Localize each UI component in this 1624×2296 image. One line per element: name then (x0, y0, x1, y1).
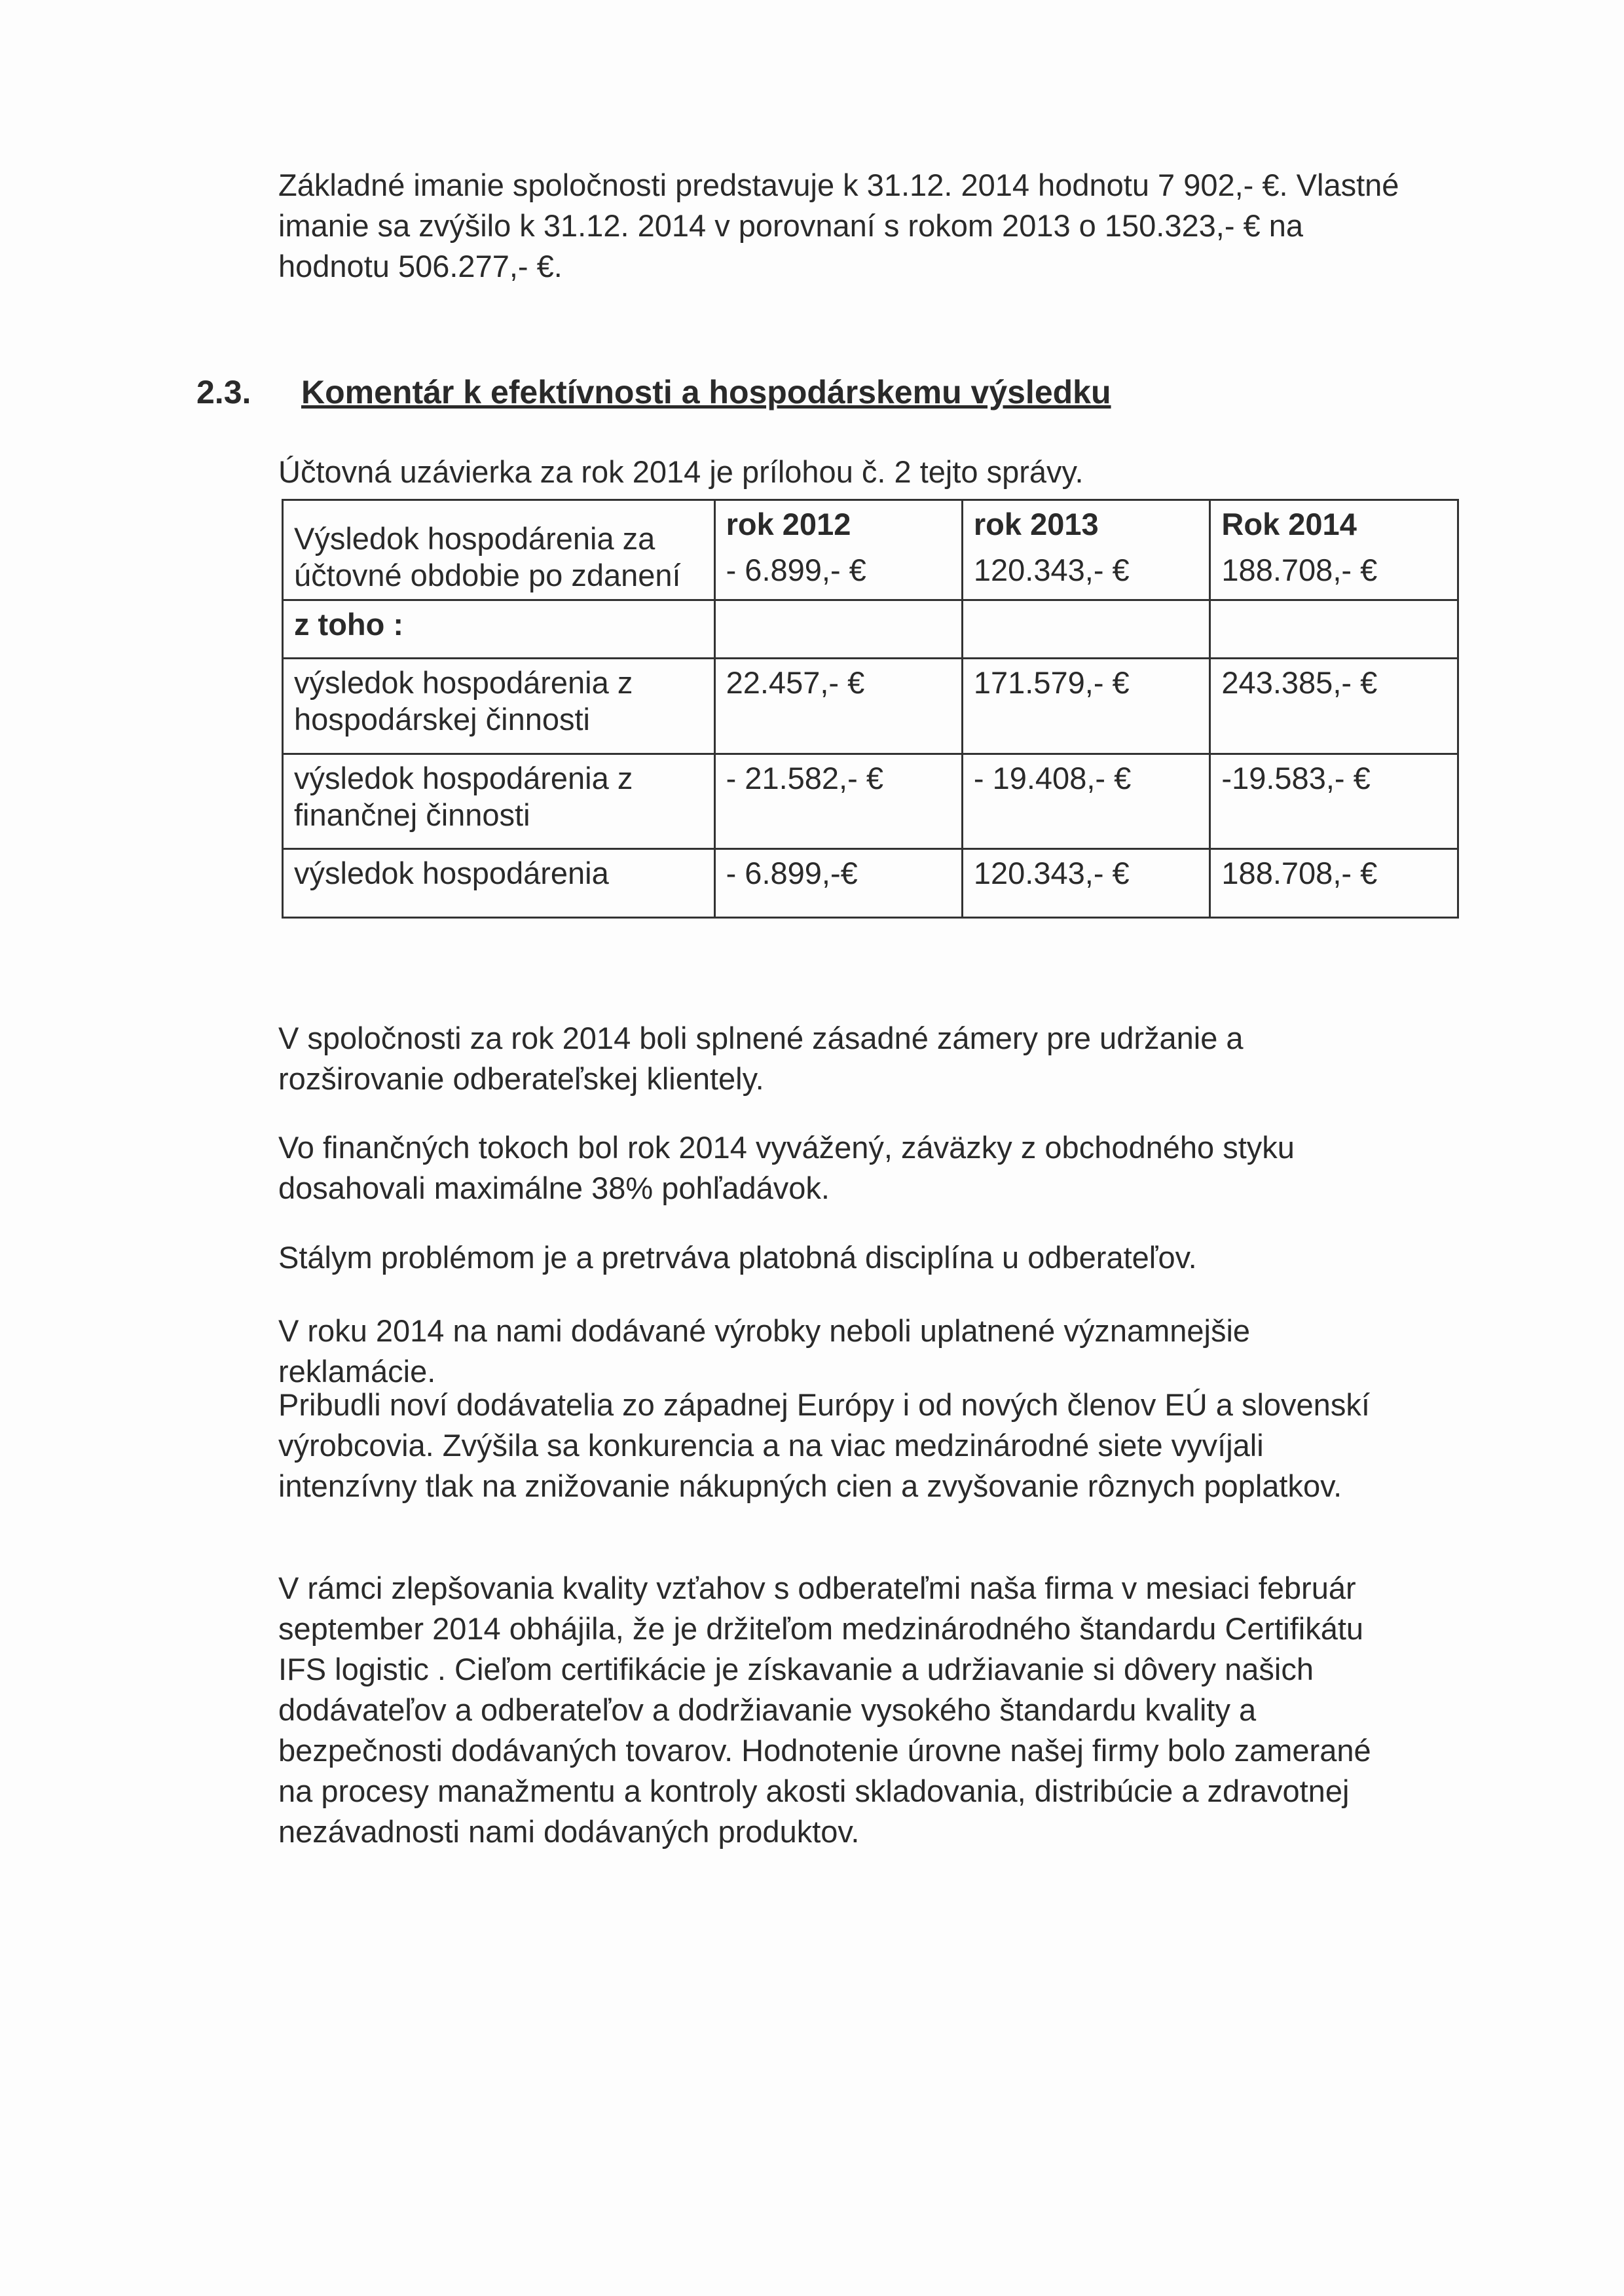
table-row (283, 500, 1458, 600)
body-paragraph (278, 1568, 1371, 1852)
table-row (283, 600, 1458, 659)
cell-value: - 6.899,-€ (714, 849, 962, 918)
text-line: Pribudli noví dodávatelia zo západnej Európy i od nových členov EÚ a slovenskí (278, 1387, 1370, 1422)
row-label: z toho : (283, 600, 715, 659)
text-line: na procesy manažmentu a kontroly akosti skladovania, distribúcie a zdravotnej (278, 1774, 1350, 1808)
cell-value: 188.708,- € (1210, 849, 1458, 918)
cell-value: 120.343,- € (973, 553, 1130, 587)
text-line: intenzívny tlak na znižovanie nákupných cien a zvyšovanie rôznych poplatkov. (278, 1468, 1342, 1503)
text-line: nezávadnosti nami dodávaných produktov. (278, 1814, 860, 1849)
cell (714, 500, 962, 600)
table-row (283, 849, 1458, 918)
row-label: výsledok hospodárenia z hospodárskej činnosti (283, 659, 715, 754)
cell-value: - 6.899,- € (726, 553, 866, 587)
cell-value: - 19.408,- € (962, 754, 1210, 849)
body-paragraph (278, 1311, 1250, 1392)
cell-value: - 21.582,- € (714, 754, 962, 849)
body-paragraph (278, 1385, 1370, 1506)
body-paragraph (278, 1237, 1197, 1278)
text-line: hodnotu 506.277,- €. (278, 249, 563, 283)
row-label: výsledok hospodárenia (283, 849, 715, 918)
text-line: dodávateľov a odberateľov a dodržiavanie vysokého štandardu kvality a (278, 1692, 1257, 1727)
row-label: Výsledok hospodárenia za účtovné obdobie po zdanení (283, 500, 715, 600)
cell (1210, 500, 1458, 600)
text-line: rozširovanie odberateľskej klientely. (278, 1061, 764, 1096)
intro-paragraph (278, 165, 1399, 287)
column-header: rok 2013 (973, 507, 1099, 541)
text-line: V rámci zlepšovania kvality vzťahov s odberateľmi naša firma v mesiaci február (278, 1571, 1356, 1605)
section-heading (196, 373, 1111, 411)
table-caption (278, 452, 1084, 492)
cell-value: 171.579,- € (962, 659, 1210, 754)
body-paragraph (278, 1018, 1244, 1099)
column-header: Rok 2014 (1221, 507, 1357, 541)
table-row (283, 659, 1458, 754)
text-line: V spoločnosti za rok 2014 boli splnené zásadné zámery pre udržanie a (278, 1021, 1244, 1055)
results-table (282, 499, 1459, 919)
text-line: Stálym problémom je a pretrváva platobná disciplína u odberateľov. (278, 1240, 1197, 1275)
cell-value: 243.385,- € (1210, 659, 1458, 754)
text-line: bezpečnosti dodávaných tovarov. Hodnotenie úrovne našej firmy bolo zamerané (278, 1733, 1371, 1768)
column-header: rok 2012 (726, 507, 851, 541)
text-line: V roku 2014 na nami dodávané výrobky neboli uplatnené významnejšie (278, 1313, 1251, 1348)
text-line: reklamácie. (278, 1354, 436, 1389)
body-paragraph (278, 1127, 1295, 1209)
text-line: výrobcovia. Zvýšila sa konkurencia a na viac medzinárodné siete vyvíjali (278, 1428, 1264, 1463)
table-row (283, 754, 1458, 849)
text-line: Vo finančných tokoch bol rok 2014 vyvážený, záväzky z obchodného styku (278, 1130, 1295, 1165)
cell (962, 500, 1210, 600)
text-line: IFS logistic . Cieľom certifikácie je získavanie a udržiavanie si dôvery našich (278, 1652, 1314, 1686)
section-title: Komentár k efektívnosti a hospodárskemu výsledku (301, 374, 1111, 410)
text-line: imanie sa zvýšilo k 31.12. 2014 v porovnaní s rokom 2013 o 150.323,- € na (278, 208, 1303, 243)
cell-value: 188.708,- € (1221, 553, 1378, 587)
cell-value (962, 600, 1210, 659)
row-label: výsledok hospodárenia z finančnej činnosti (283, 754, 715, 849)
cell-value (714, 600, 962, 659)
section-number: 2.3. (196, 374, 251, 410)
cell-value: 22.457,- € (714, 659, 962, 754)
cell-value (1210, 600, 1458, 659)
text-line: dosahovali maximálne 38% pohľadávok. (278, 1171, 830, 1205)
cell-value: 120.343,- € (962, 849, 1210, 918)
text-line: Základné imanie spoločnosti predstavuje k 31.12. 2014 hodnotu 7 902,- €. Vlastné (278, 168, 1399, 202)
caption-text: Účtovná uzávierka za rok 2014 je prílohou č. 2 tejto správy. (278, 454, 1084, 489)
cell-value: -19.583,- € (1210, 754, 1458, 849)
text-line: september 2014 obhájila, že je držiteľom medzinárodného štandardu Certifikátu (278, 1611, 1364, 1646)
